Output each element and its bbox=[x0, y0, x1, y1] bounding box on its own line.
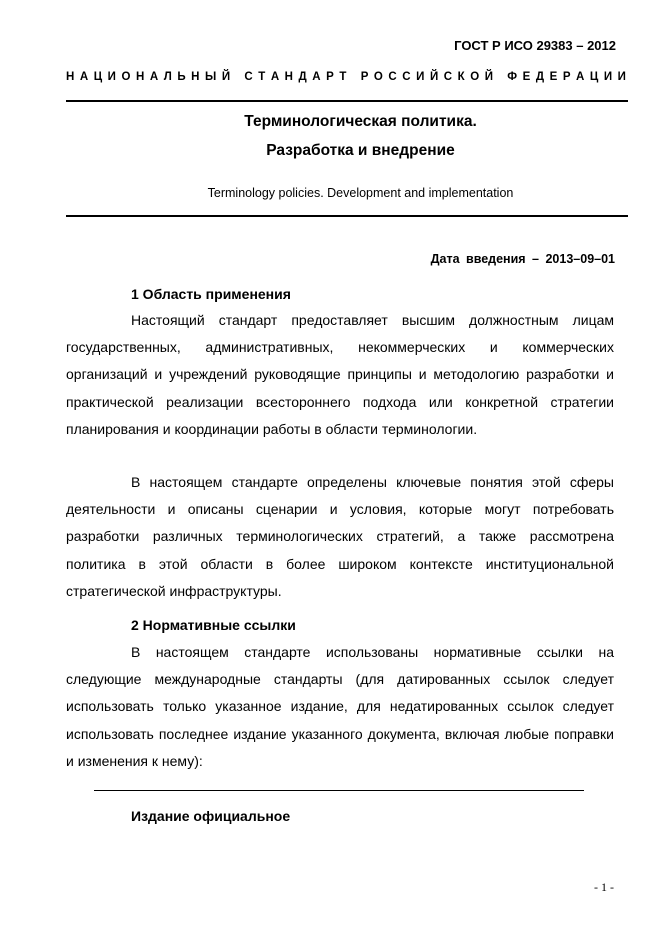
banner-letter: Р bbox=[326, 71, 334, 83]
banner-letter: С bbox=[244, 71, 253, 83]
banner-letter: Д bbox=[535, 71, 545, 83]
banner-letter: Ф bbox=[507, 71, 518, 83]
paragraph-scope-2: В настоящем стандарте определены ключевые понятия этой сферы деятельности и описаны сценарии и условия, которые могут потребовать разработки различных терминологических стратегий, а также рассмотрена политика в этой области в более широком контексте институциональной стратегической инфраструктуры. bbox=[66, 474, 614, 599]
banner-letter: О bbox=[373, 71, 383, 83]
banner-letter: И bbox=[107, 71, 116, 83]
banner-letter: Т bbox=[258, 71, 266, 83]
banner-letter: Е bbox=[549, 71, 558, 83]
banner-letter: А bbox=[149, 71, 159, 83]
paragraph-normative-references: В настоящем стандарте использованы нормативные ссылки на следующие международные стандарты (для датированных ссылок следует использовать только указанное издание, для недатированных ссылок следует использовать последнее издание указанного документа, включая любые поправки и изменения к нему): bbox=[66, 644, 614, 769]
banner-letter bbox=[352, 71, 355, 83]
banner-letter: К bbox=[457, 71, 465, 83]
standard-code: ГОСТ Р ИСО 29383 – 2012 bbox=[454, 38, 616, 53]
banner-letter: Т bbox=[339, 71, 347, 83]
banner-letter: С bbox=[402, 71, 411, 83]
banner-letter bbox=[236, 71, 239, 83]
section-heading-scope: 1 Область применения bbox=[131, 286, 291, 302]
banner-letter: Й bbox=[221, 71, 231, 83]
banner-letter: Е bbox=[522, 71, 531, 83]
national-standard-banner bbox=[66, 71, 626, 83]
banner-letter: Ц bbox=[93, 71, 103, 83]
banner-letter: Ц bbox=[589, 71, 599, 83]
banner-letter: Н bbox=[66, 71, 75, 83]
header-divider bbox=[66, 100, 628, 102]
banner-letter: Й bbox=[429, 71, 439, 83]
banner-letter: О bbox=[470, 71, 480, 83]
banner-letter: Й bbox=[484, 71, 493, 83]
banner-letter: О bbox=[121, 71, 131, 83]
banner-letter: Ы bbox=[205, 71, 217, 83]
banner-letter: А bbox=[312, 71, 321, 83]
banner-letter: Р bbox=[360, 71, 369, 83]
banner-letter: И bbox=[416, 71, 425, 83]
banner-letter: И bbox=[603, 71, 613, 83]
title-line-1: Терминологическая политика. bbox=[244, 113, 477, 130]
footnote-divider bbox=[94, 790, 584, 791]
banner-letter: Л bbox=[163, 71, 172, 83]
banner-letter: Д bbox=[298, 71, 307, 83]
official-edition-label: Издание официальное bbox=[131, 808, 291, 824]
title-line-2: Разработка и внедрение bbox=[266, 142, 455, 159]
banner-letter bbox=[499, 71, 502, 83]
banner-letter: А bbox=[576, 71, 585, 83]
banner-letter: А bbox=[270, 71, 280, 83]
banner-letter: Н bbox=[191, 71, 200, 83]
banner-letter: Р bbox=[562, 71, 571, 83]
banner-letter: Н bbox=[135, 71, 145, 83]
banner-letter: Н bbox=[284, 71, 293, 83]
page-number: - 1 - bbox=[594, 880, 614, 894]
paragraph-scope-1: Настоящий стандарт предоставляет высшим должностным лицам государственных, административных, некоммерческих и коммерческих организаций и учреждений руководящие принципы и методологию разработки и практической реализации всестороннего подхода или конкретной стратегии планирования и координации работы в области терминологии. bbox=[66, 312, 614, 437]
banner-letter: С bbox=[388, 71, 397, 83]
title-divider bbox=[66, 215, 628, 217]
banner-letter: Ь bbox=[177, 71, 186, 83]
english-title: Terminology policies. Development and implementation bbox=[207, 186, 514, 200]
banner-letter: С bbox=[443, 71, 453, 83]
introduction-date: Дата введения – 2013–09–01 bbox=[430, 252, 615, 266]
section-heading-normative-references: 2 Нормативные ссылки bbox=[131, 617, 296, 633]
banner-letter: И bbox=[617, 71, 626, 83]
banner-letter: А bbox=[79, 71, 89, 83]
